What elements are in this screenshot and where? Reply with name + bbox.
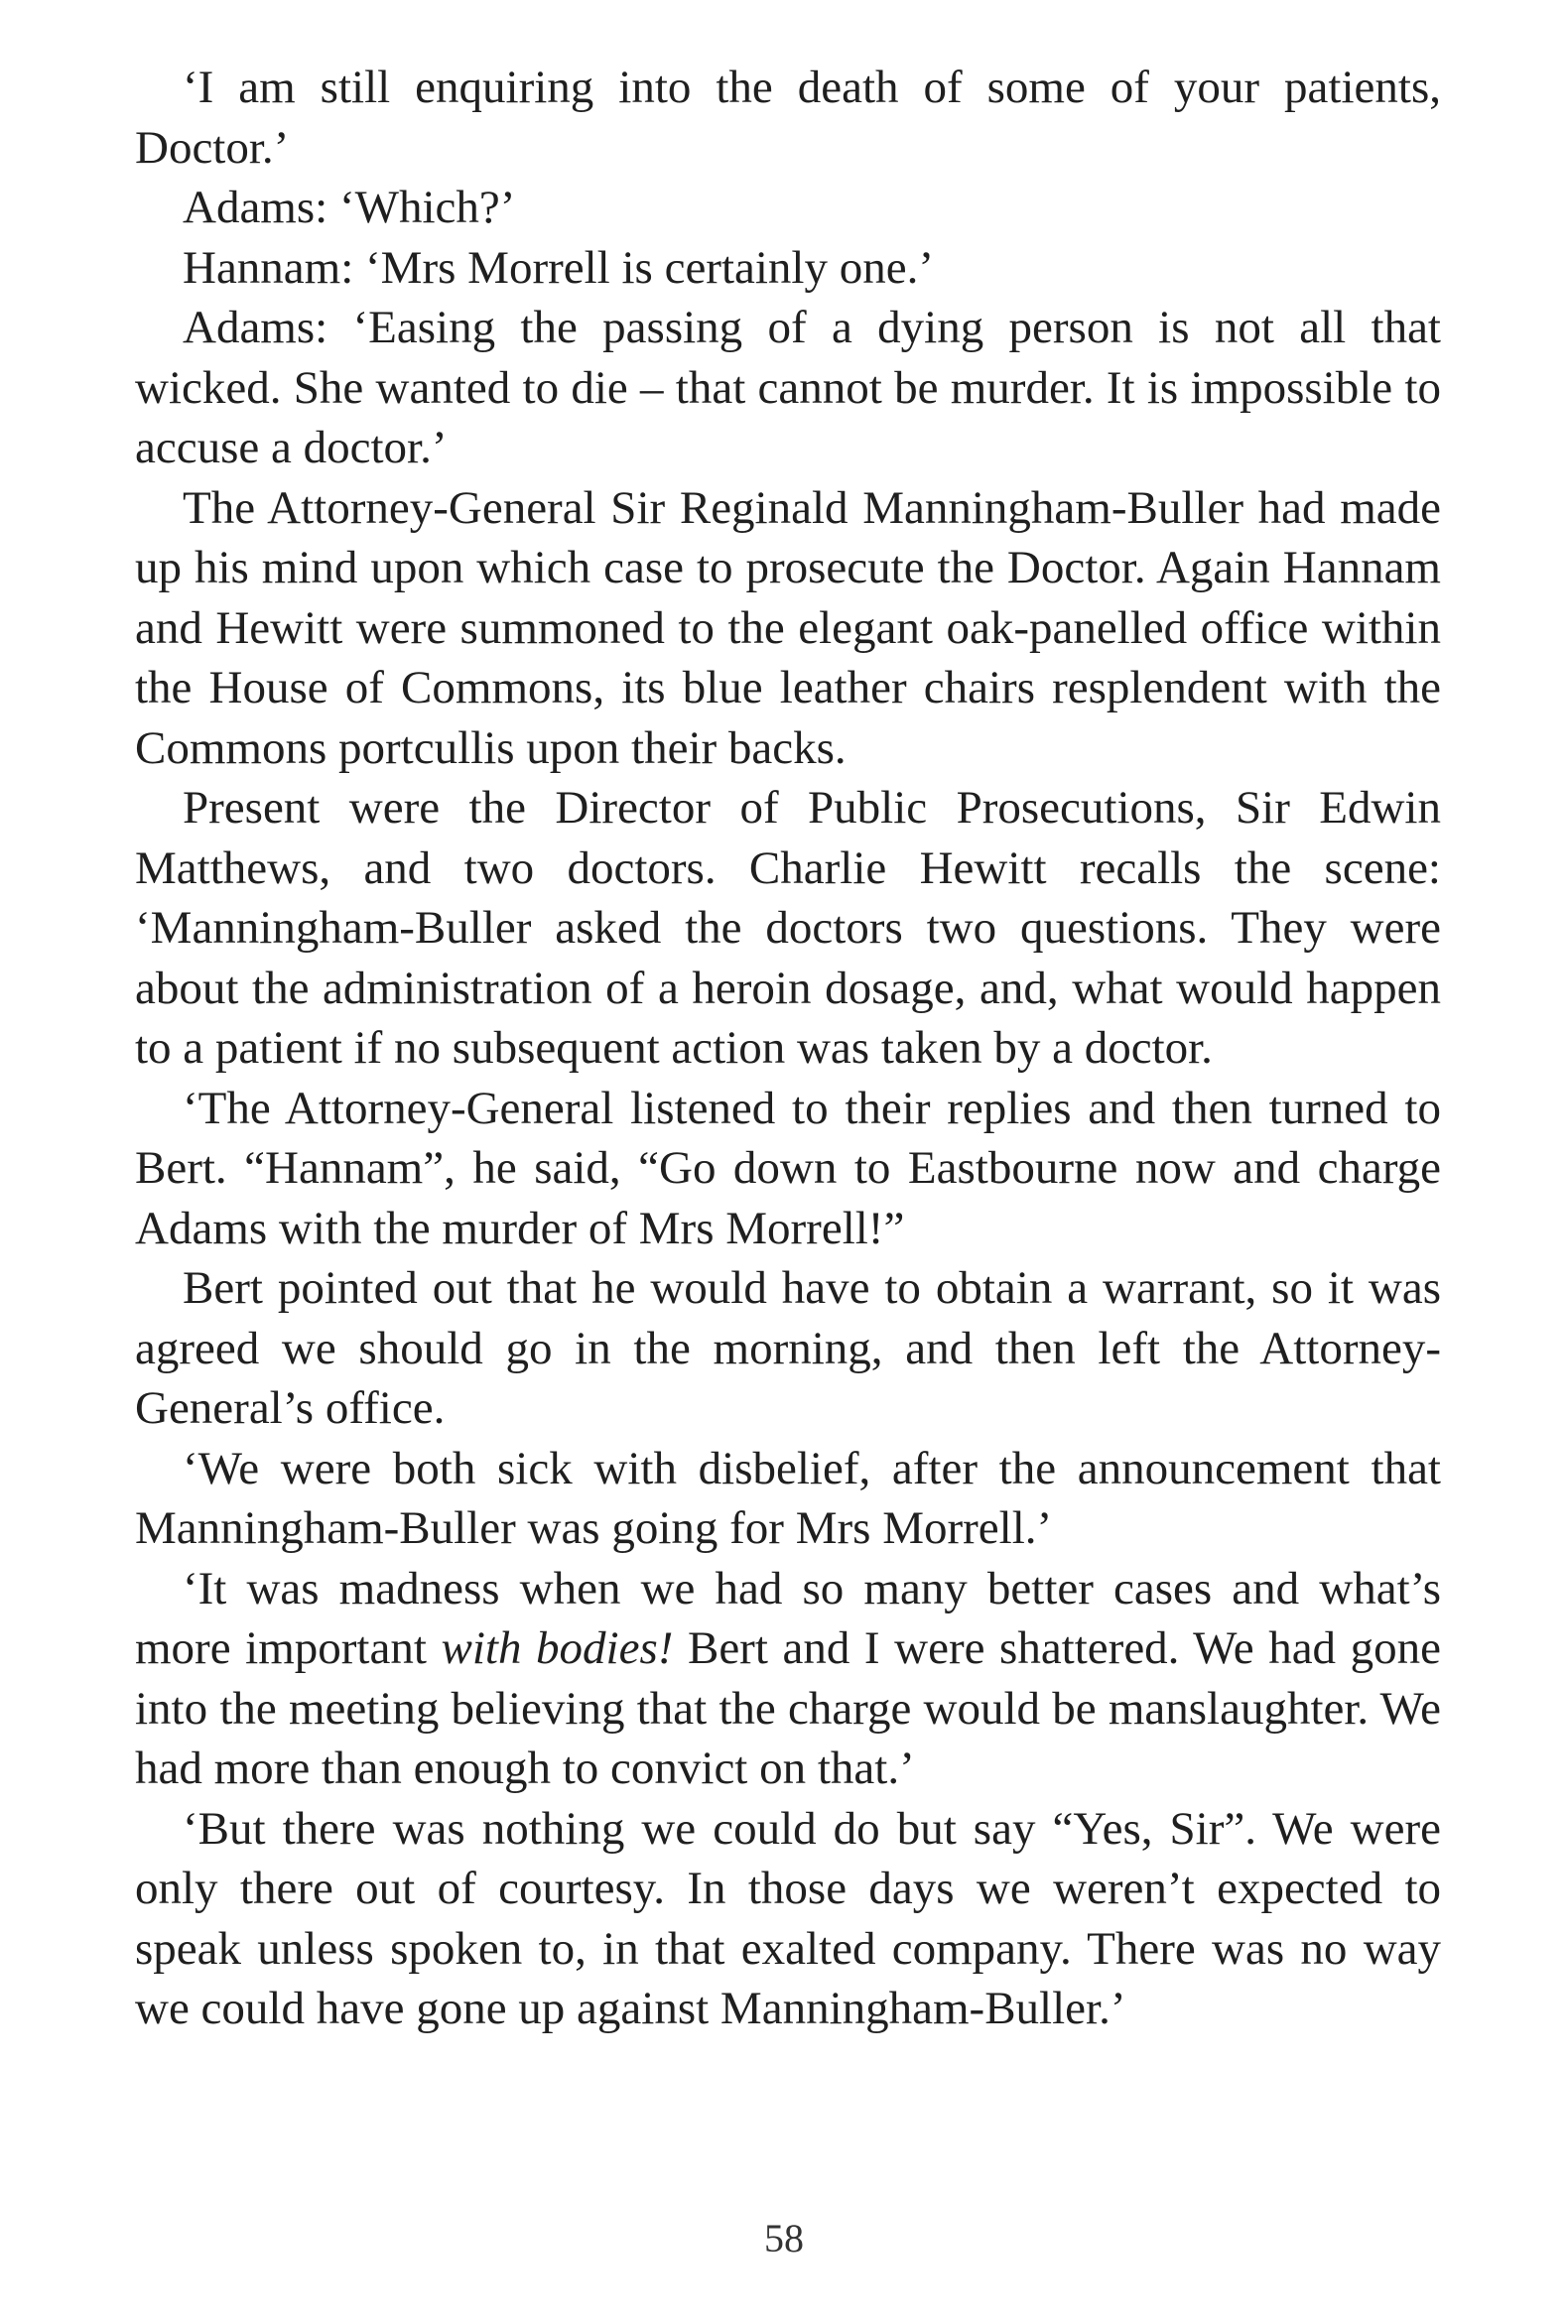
paragraph: Hannam: ‘Mrs Morrell is certainly one.’ [183, 241, 935, 294]
paragraph: Present were the Director of Public Prosecutions, Sir Edwin Matthews, and two doctors. Charlie Hewitt recalls the scene: ‘Manningham-Buller asked the doctors two questions. They were about the administration of a heroin dosage, and, what would happen to a patient if no subsequent action was taken by a doctor. [135, 782, 1441, 1074]
paragraph: Adams: ‘Easing the passing of a dying person is not all that wicked. She wanted to die – that cannot be murder. It is impossible to accuse a doctor.’ [135, 302, 1441, 473]
paragraph-with-emphasis [135, 1559, 1441, 1799]
paragraph-text: ‘It was madness when we had so many better cases and what’s more important [135, 1562, 1441, 1674]
page-number: 58 [764, 2216, 804, 2260]
paragraph: The Attorney-General Sir Reginald Manningham-Buller had made up his mind upon which case to prosecute the Doctor. Again Hannam and Hewitt were summoned to the elegant oak-panelled office within the House of Commons, its blue leather chairs resplendent with the Commons portcullis upon their backs. [135, 481, 1441, 774]
paragraph: ‘I am still enquiring into the death of some of your patients, Doctor.’ [135, 62, 1441, 174]
paragraph: ‘But there was nothing we could do but say “Yes, Sir”. We were only there out of courtesy. In those days we weren’t expected to speak unless spoken to, in that exalted company. There was no way we could have gone up against Manningham-Buller.’ [135, 1802, 1441, 2034]
paragraph: Adams: ‘Which?’ [183, 182, 516, 233]
page-body [135, 58, 1441, 2039]
paragraph: ‘We were both sick with disbelief, after the announcement that Manningham-Buller was going for Mrs Morrell.’ [135, 1442, 1441, 1554]
paragraph: Bert pointed out that he would have to obtain a warrant, so it was agreed we should go in the morning, and then left the Attorney-General’s office. [135, 1262, 1441, 1434]
paragraph-text: Bert and I were shattered. We had gone into the meeting believing that the charge would be manslaughter. We had more than enough to convict on that.’ [135, 1622, 1441, 1794]
emphasis-text: with bodies! [441, 1622, 674, 1674]
paragraph: ‘The Attorney-General listened to their replies and then turned to Bert. “Hannam”, he said, “Go down to Eastbourne now and charge Adams with the murder of Mrs Morrell!” [135, 1082, 1441, 1254]
